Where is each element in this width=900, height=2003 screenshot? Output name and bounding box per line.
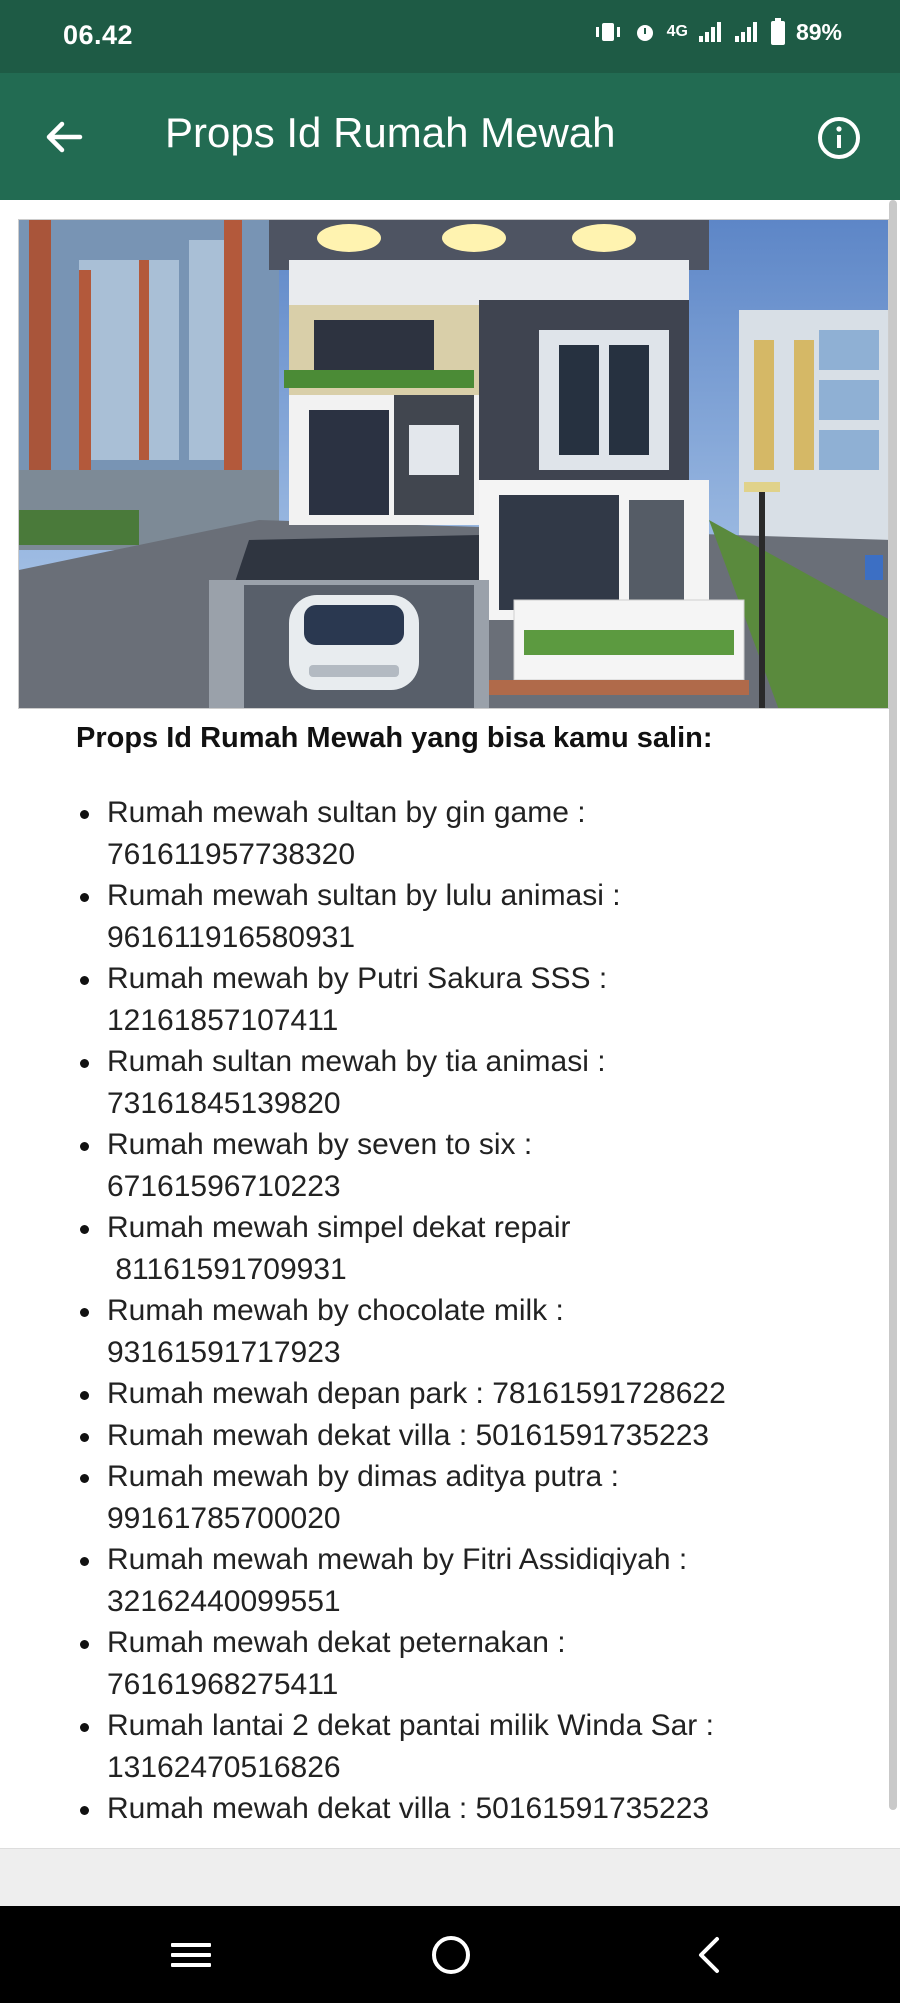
app-bar — [0, 73, 900, 200]
signal-icon — [698, 20, 724, 44]
item-label: Rumah mewah mewah by Fitri Assidiqiyah : — [107, 1543, 688, 1576]
item-id[interactable]: 73161845139820 — [107, 1086, 341, 1120]
list-item[interactable] — [76, 958, 866, 1041]
item-id[interactable]: 961611916580931 — [107, 920, 356, 954]
list-item[interactable] — [76, 1124, 866, 1207]
props-list — [76, 792, 866, 1830]
recent-apps-button[interactable] — [166, 1930, 216, 1980]
battery-level: 89% — [795, 18, 842, 45]
item-label: Rumah mewah by chocolate milk : — [107, 1294, 564, 1327]
list-item[interactable] — [76, 1207, 866, 1290]
signal-icon-2 — [734, 20, 760, 44]
list-item[interactable] — [76, 875, 866, 958]
item-label[interactable]: Rumah mewah depan park : 78161591728622 — [107, 1377, 726, 1410]
list-item[interactable] — [76, 1290, 866, 1373]
item-id[interactable]: 12161857107411 — [107, 1003, 339, 1037]
battery-icon — [770, 18, 786, 46]
back-button[interactable] — [40, 113, 88, 161]
list-item[interactable] — [76, 1539, 866, 1622]
vibrate-icon — [593, 20, 623, 44]
item-label: Rumah mewah simpel dekat repair — [107, 1211, 571, 1244]
scrollbar[interactable] — [889, 200, 897, 1810]
alarm-icon — [633, 20, 657, 44]
status-time: 06.42 — [63, 20, 134, 50]
info-button[interactable] — [816, 115, 862, 161]
item-id[interactable]: 67161596710223 — [107, 1169, 341, 1203]
menu-icon — [166, 1930, 216, 1980]
item-label[interactable]: Rumah mewah dekat villa : 50161591735223 — [107, 1418, 710, 1452]
arrow-left-icon — [40, 113, 88, 161]
item-label[interactable]: Rumah mewah dekat villa : 50161591735223 — [107, 1792, 710, 1825]
list-item[interactable] — [76, 1041, 866, 1124]
list-item[interactable] — [76, 1456, 866, 1539]
item-label: Rumah mewah dekat peternakan : — [107, 1626, 566, 1659]
item-label: Rumah lantai 2 dekat pantai milik Winda Sar : — [107, 1709, 714, 1742]
list-item[interactable] — [76, 1705, 866, 1788]
list-item[interactable] — [76, 1415, 866, 1457]
item-label: Rumah mewah by dimas aditya putra : — [107, 1460, 619, 1493]
chevron-left-icon — [685, 1930, 735, 1980]
item-id[interactable]: 93161591717923 — [107, 1335, 341, 1369]
status-icons — [593, 18, 842, 46]
item-id[interactable]: 81161591709931 — [107, 1252, 347, 1286]
item-id[interactable]: 32162440099551 — [107, 1584, 341, 1618]
page-title: Props Id Rumah Mewah — [165, 109, 616, 156]
info-icon — [816, 115, 862, 161]
list-item[interactable] — [76, 1788, 866, 1830]
item-id[interactable]: 76161968275411 — [107, 1667, 339, 1701]
bottom-area — [0, 1848, 900, 1907]
list-item[interactable] — [76, 1373, 866, 1415]
nav-back-button[interactable] — [685, 1930, 735, 1980]
item-label: Rumah sultan mewah by tia animasi : — [107, 1045, 606, 1078]
item-id[interactable]: 99161785700020 — [107, 1501, 341, 1535]
article-intro[interactable]: Props Id Rumah Mewah yang bisa kamu salin: — [76, 722, 713, 754]
circle-home-icon — [426, 1930, 476, 1980]
status-bar — [0, 0, 900, 73]
item-id[interactable]: 13162470516826 — [107, 1750, 341, 1784]
list-item[interactable] — [76, 1622, 866, 1705]
item-id[interactable]: 761611957738320 — [107, 837, 356, 871]
item-label: Rumah mewah sultan by lulu animasi : — [107, 879, 621, 912]
home-button[interactable] — [426, 1930, 476, 1980]
article-body — [76, 720, 866, 1830]
item-label: Rumah mewah sultan by gin game : — [107, 796, 586, 829]
item-label: Rumah mewah by seven to six : — [107, 1128, 533, 1161]
list-item[interactable] — [76, 792, 866, 875]
hero-image-modern-house — [18, 219, 889, 709]
item-label: Rumah mewah by Putri Sakura SSS : — [107, 962, 608, 995]
article-content[interactable] — [0, 200, 900, 1848]
system-nav-bar — [0, 1906, 900, 2003]
network-type: 4G — [666, 23, 688, 40]
